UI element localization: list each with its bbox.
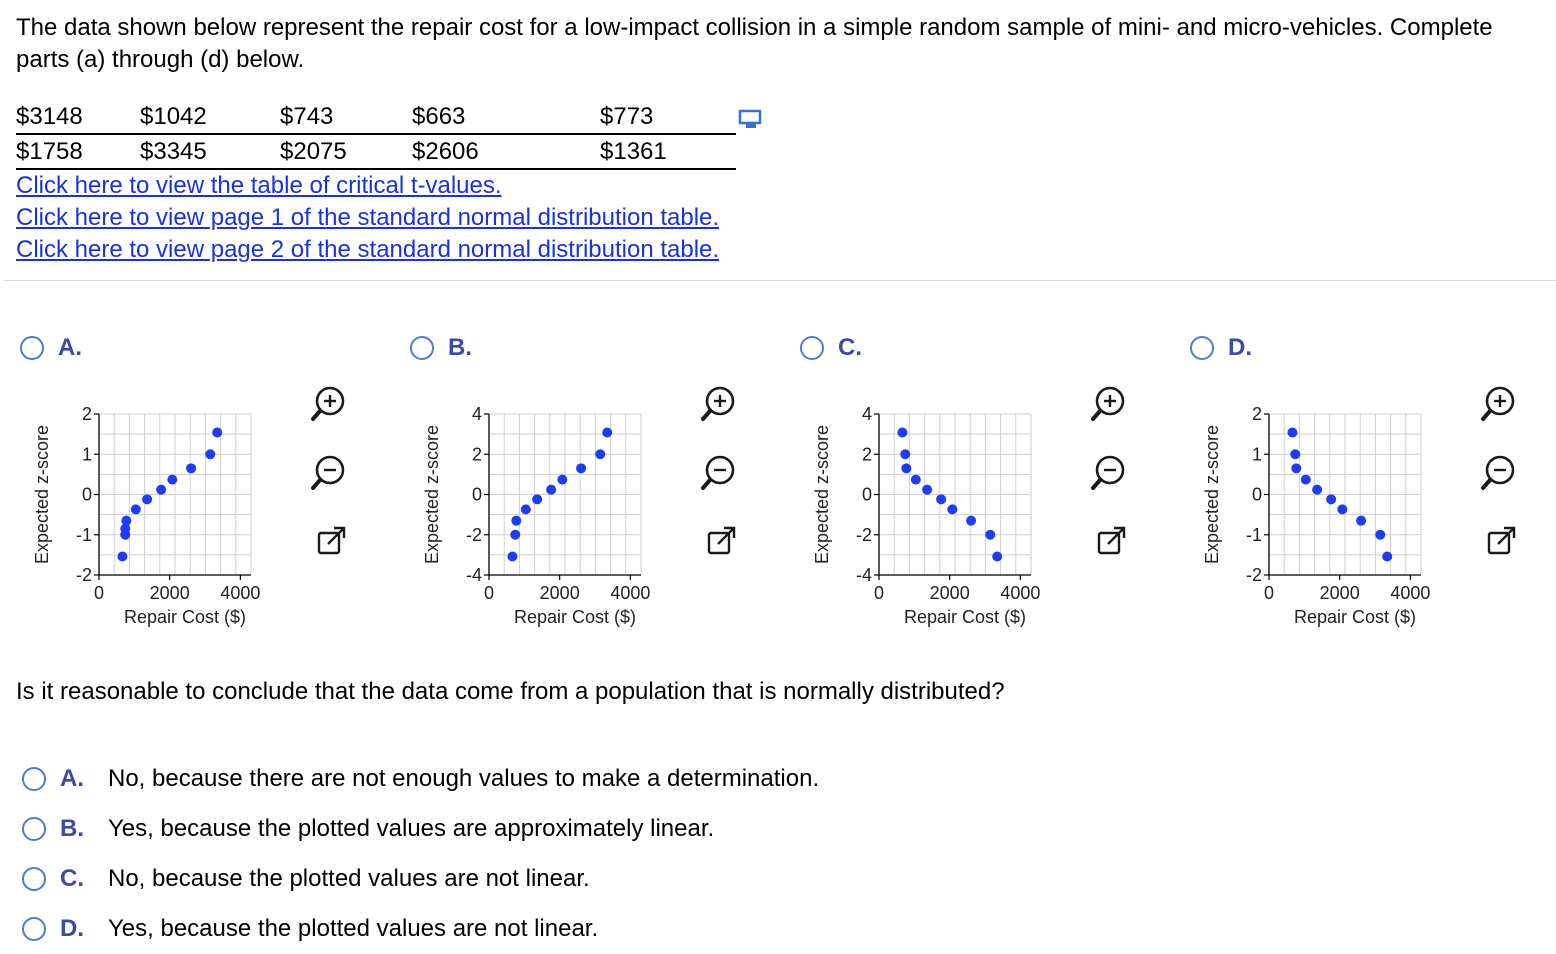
data-point xyxy=(900,449,910,459)
table-cell: $1758 xyxy=(16,134,140,169)
data-point xyxy=(546,485,556,495)
table-cell: $3148 xyxy=(16,100,140,134)
data-point xyxy=(1301,475,1311,485)
answer-letter: A. xyxy=(60,765,84,792)
table-cell: $1042 xyxy=(140,100,280,134)
x-tick-label: 4000 xyxy=(1000,583,1041,603)
lens-handle xyxy=(1483,411,1490,419)
option-letter: D. xyxy=(1228,334,1252,361)
data-point xyxy=(602,428,612,438)
copy-table-icon[interactable] xyxy=(738,108,764,134)
zoom-out-icon[interactable] xyxy=(703,457,733,488)
data-point xyxy=(897,428,907,438)
y-tick-label: -1 xyxy=(1245,524,1262,545)
help-links xyxy=(16,170,719,266)
plot-option-b[interactable] xyxy=(410,334,472,362)
data-point xyxy=(985,530,995,540)
x-tick-label: 2000 xyxy=(539,583,580,603)
popout-icon[interactable] xyxy=(1489,528,1514,553)
x-axis-label: Repair Cost ($) xyxy=(513,607,637,627)
y-tick-label: 2 xyxy=(471,444,482,465)
data-point xyxy=(117,551,127,561)
lens-handle xyxy=(1483,480,1490,488)
data-point xyxy=(947,504,957,514)
x-tick-label: 0 xyxy=(1263,583,1275,603)
lens-handle xyxy=(703,480,710,488)
data-point xyxy=(131,504,141,514)
zoom-in-icon[interactable] xyxy=(313,388,343,419)
zoom-out-icon[interactable] xyxy=(1483,457,1513,488)
y-tick-label: -2 xyxy=(1245,565,1262,585)
x-tick-label: 0 xyxy=(93,583,105,603)
table-cell: $663 xyxy=(412,100,600,134)
radio-button[interactable] xyxy=(1190,336,1214,360)
data-point xyxy=(142,494,152,504)
answer-text: Yes, because the plotted values are approximately linear. xyxy=(108,815,715,842)
answer-letter: D. xyxy=(60,915,84,942)
data-point xyxy=(576,463,586,473)
radio-button[interactable] xyxy=(410,336,434,360)
answer-option-b[interactable] xyxy=(22,804,819,854)
zoom-in-icon[interactable] xyxy=(1483,388,1513,419)
data-point xyxy=(936,494,946,504)
answer-text: Yes, because the plotted values are not linear. xyxy=(108,915,599,942)
data-point xyxy=(966,516,976,526)
y-axis-label: Expected z-score xyxy=(32,424,52,565)
answer-option-a[interactable] xyxy=(22,754,819,804)
x-tick-label: 4000 xyxy=(610,583,651,603)
data-point xyxy=(510,530,520,540)
y-tick-label: 1 xyxy=(1251,444,1262,465)
y-tick-label: 2 xyxy=(861,444,872,465)
x-axis-label: Repair Cost ($) xyxy=(123,607,247,627)
popout-arrow xyxy=(718,529,733,544)
y-tick-label: -1 xyxy=(75,524,92,545)
zoom-in-icon[interactable] xyxy=(1093,388,1123,419)
option-letter: A. xyxy=(58,334,82,361)
data-point xyxy=(1290,449,1300,459)
y-tick-label: 0 xyxy=(861,484,872,505)
data-point xyxy=(1291,463,1301,473)
normal-probability-plot xyxy=(20,380,410,640)
y-tick-label: -2 xyxy=(75,565,92,585)
data-point xyxy=(1287,428,1297,438)
data-point xyxy=(532,494,542,504)
divider xyxy=(4,280,1556,281)
radio-button[interactable] xyxy=(22,817,46,841)
plot-b xyxy=(410,380,800,640)
data-point xyxy=(511,516,521,526)
critical-t-values-link[interactable]: Click here to view the table of critical t-values. xyxy=(16,172,502,199)
y-tick-label: 4 xyxy=(861,404,872,424)
y-tick-label: 4 xyxy=(471,404,482,424)
x-tick-label: 2000 xyxy=(1319,583,1360,603)
option-letter: B. xyxy=(448,334,472,361)
radio-button[interactable] xyxy=(800,336,824,360)
table-cell: $3345 xyxy=(140,134,280,169)
normal-probability-plot xyxy=(410,380,800,640)
lens-handle xyxy=(313,411,320,419)
x-tick-label: 2000 xyxy=(929,583,970,603)
y-tick-label: 0 xyxy=(471,484,482,505)
y-tick-label: -4 xyxy=(465,565,482,585)
normal-probability-plot xyxy=(1190,380,1556,640)
x-axis-label: Repair Cost ($) xyxy=(903,607,1027,627)
table-cell: $773 xyxy=(600,100,736,134)
question-text: Is it reasonable to conclude that the data come from a population that is normally distributed? xyxy=(16,678,1005,705)
data-point xyxy=(205,449,215,459)
y-tick-label: 2 xyxy=(1251,404,1262,424)
data-point xyxy=(1356,516,1366,526)
x-tick-label: 2000 xyxy=(149,583,190,603)
zoom-out-icon[interactable] xyxy=(1093,457,1123,488)
popout-arrow xyxy=(328,529,343,544)
radio-button[interactable] xyxy=(22,867,46,891)
plot-c xyxy=(800,380,1190,640)
popout-icon[interactable] xyxy=(709,528,734,553)
table-row xyxy=(16,134,736,169)
y-tick-label: 2 xyxy=(81,404,92,424)
table-cell: $1361 xyxy=(600,134,736,169)
data-point xyxy=(922,485,932,495)
normal-probability-plot xyxy=(800,380,1190,640)
x-tick-label: 4000 xyxy=(1390,583,1431,603)
answer-text: No, because there are not enough values to make a determination. xyxy=(108,765,820,792)
data-point xyxy=(1382,551,1392,561)
data-point xyxy=(911,475,921,485)
plot-option-d[interactable] xyxy=(1190,334,1252,362)
y-tick-label: -2 xyxy=(465,524,482,545)
answer-letter: B. xyxy=(60,815,84,842)
popout-icon[interactable] xyxy=(1099,528,1124,553)
y-tick-label: 1 xyxy=(81,444,92,465)
table-row xyxy=(16,100,736,134)
data-point xyxy=(595,449,605,459)
plot-a xyxy=(20,380,410,640)
zoom-out-icon[interactable] xyxy=(313,457,343,488)
popout-arrow xyxy=(1108,529,1123,544)
radio-button[interactable] xyxy=(20,336,44,360)
plot-d xyxy=(1190,380,1556,640)
normal-table-page1-link[interactable]: Click here to view page 1 of the standard normal distribution table. xyxy=(16,204,720,231)
data-point xyxy=(1326,494,1336,504)
table-cell: $2075 xyxy=(280,134,412,169)
x-tick-label: 0 xyxy=(873,583,885,603)
y-axis-label: Expected z-score xyxy=(422,424,442,565)
lens-handle xyxy=(1093,480,1100,488)
plot-option-a[interactable] xyxy=(20,334,82,362)
data-point xyxy=(156,485,166,495)
option-letter: C. xyxy=(838,334,862,361)
data-point xyxy=(1312,485,1322,495)
y-axis-label: Expected z-score xyxy=(1202,424,1222,565)
y-tick-label: 0 xyxy=(81,484,92,505)
question-intro: The data shown below represent the repair cost for a low-impact collision in a simple random sample of mini- and micro-vehicles. Complete parts (a) through (d) below. xyxy=(16,14,1493,73)
normal-table-page2-link[interactable]: Click here to view page 2 of the standard normal distribution table. xyxy=(16,236,720,263)
data-point xyxy=(212,428,222,438)
data-point xyxy=(1337,504,1347,514)
data-point xyxy=(557,475,567,485)
y-tick-label: -2 xyxy=(855,524,872,545)
data-point xyxy=(120,524,130,534)
lens-handle xyxy=(1093,411,1100,419)
data-table xyxy=(16,100,736,170)
lens-handle xyxy=(313,480,320,488)
answer-choices xyxy=(22,754,819,954)
radio-button[interactable] xyxy=(22,767,46,791)
radio-button[interactable] xyxy=(22,917,46,941)
zoom-in-icon[interactable] xyxy=(703,388,733,419)
x-tick-label: 0 xyxy=(483,583,495,603)
data-point xyxy=(901,463,911,473)
data-point xyxy=(1375,530,1385,540)
data-point xyxy=(507,551,517,561)
y-tick-label: -4 xyxy=(855,565,872,585)
y-tick-label: 0 xyxy=(1251,484,1262,505)
data-point xyxy=(521,504,531,514)
answer-text: No, because the plotted values are not linear. xyxy=(108,865,590,892)
popout-icon[interactable] xyxy=(319,528,344,553)
data-point xyxy=(167,475,177,485)
x-axis-label: Repair Cost ($) xyxy=(1293,607,1417,627)
table-cell: $2606 xyxy=(412,134,600,169)
answer-letter: C. xyxy=(60,865,84,892)
popout-arrow xyxy=(1498,529,1513,544)
data-point xyxy=(992,551,1002,561)
x-tick-label: 4000 xyxy=(220,583,261,603)
table-cell: $743 xyxy=(280,100,412,134)
answer-option-d[interactable] xyxy=(22,904,819,954)
plot-option-c[interactable] xyxy=(800,334,862,362)
answer-option-c[interactable] xyxy=(22,854,819,904)
y-axis-label: Expected z-score xyxy=(812,424,832,565)
data-point xyxy=(186,463,196,473)
lens-handle xyxy=(703,411,710,419)
